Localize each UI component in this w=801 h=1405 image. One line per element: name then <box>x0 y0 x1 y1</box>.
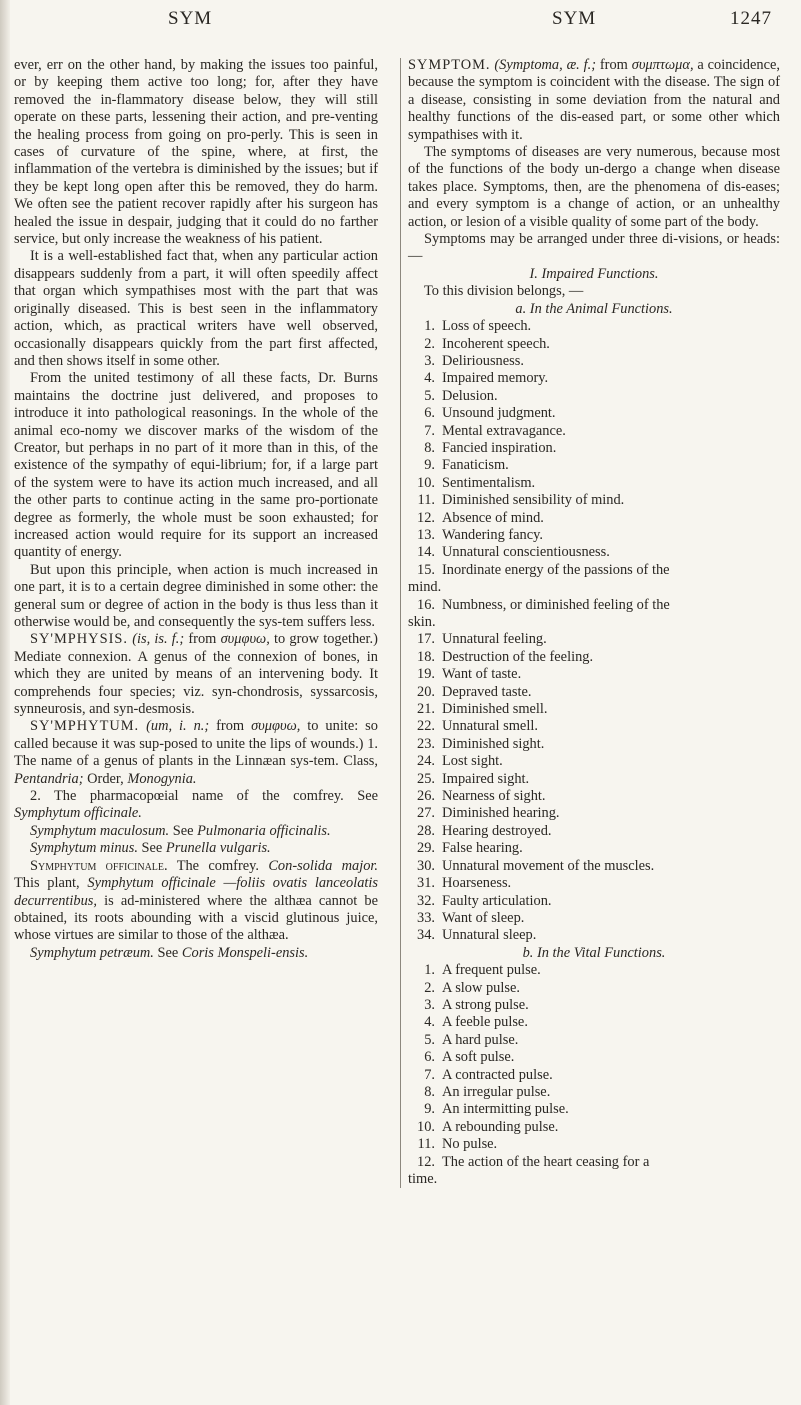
entry-headword: Symphytum maculosum. <box>30 822 170 839</box>
see-label: See <box>141 840 163 857</box>
item-text: Faulty articulation. <box>442 892 552 909</box>
item-text: An irregular pulse. <box>442 1083 551 1100</box>
item-text: False hearing. <box>442 840 523 857</box>
item-text: The action of the heart ceasing for a <box>442 1153 650 1170</box>
symptom-list-item <box>408 370 780 387</box>
item-text: Diminished sight. <box>442 735 545 752</box>
see-label: See <box>172 822 194 839</box>
item-text: Absence of mind. <box>442 509 544 526</box>
item-text: Unsound judgment. <box>442 405 556 422</box>
entry-body: is ad-ministered where the althæa cannot be obtained, its roots abounding with a viscid glutinous juice, whose virtues are similar to those of the althæa. <box>14 892 378 944</box>
item-text-continuation: time. <box>408 1171 438 1187</box>
running-head-left: SYM <box>168 8 213 29</box>
paragraph: It is a well-established fact that, when any particular action disappears suddenly from a part, it will often speedily affect that organ which sympathises most with the part that was originally diseased. This is best seen in the inflammatory action, which, as practical writers have well observed, occasionally disappears quickly from the part first affected, and then shows itself in some other. <box>14 248 378 369</box>
symptom-list-item <box>408 440 780 457</box>
paragraph: ever, err on the other hand, by making the issues too painful, or by keeping them active too long; for, after they have removed the in-flammatory disease below, they will still operate on these parts, lessening their action, and pre-venting the healing process from going on pro-perly. This is seen in cases of curvature of the spine, where, at first, the inflammation of the vertebra is diminished by the issues; but if they be kept long open after this be removed, they do harm. We often see the patient recover rapidly after his surgeon has healed the issue in despair, judging that it could do no farther service, but only increase the weakness of his patient. <box>14 57 378 248</box>
running-head-right: SYM <box>552 8 597 29</box>
entry-symphytum-officinale <box>14 858 378 945</box>
symptom-list-item <box>408 701 780 718</box>
reference-target: Pulmonaria officinalis. <box>197 822 331 839</box>
item-text: Unnatural feeling. <box>442 631 547 648</box>
paragraph: From the united testimony of all these facts, Dr. Burns maintains the doctrine just delivered, and proposes to introduce it into pathological reasonings. In the whole of the animal eco-nomy we discover marks of the wisdom of the Creator, but perhaps in no part of it more than in this, of the existence of the sympathy of equi-librium; for, if a large part of the system were to have its action much increased, and all the other parts to continue acting in the same pro-portionate degree as formerly, the whole must be soon exhausted; for increased action would require for its support an increased quantity of energy. <box>14 370 378 561</box>
symptom-list-item <box>408 649 780 666</box>
item-text: Hoarseness. <box>442 875 512 892</box>
entry-body: The comfrey. <box>176 857 259 874</box>
item-text: Want of sleep. <box>442 909 525 926</box>
item-number: 20. <box>417 683 435 700</box>
item-text: Unnatural movement of the muscles. <box>442 857 655 874</box>
entry-symptom <box>408 57 780 144</box>
symptom-list-item <box>408 718 780 735</box>
item-number: 10. <box>417 1118 435 1135</box>
item-text: Wandering fancy. <box>442 526 543 543</box>
symptom-list-item <box>408 353 780 370</box>
item-text: Fanaticism. <box>442 457 509 474</box>
subsection-heading: b. In the Vital Functions. <box>522 944 666 961</box>
symptom-list-item <box>408 805 780 822</box>
symptom-list-item <box>408 753 780 770</box>
item-number: 14. <box>417 544 435 561</box>
item-number: 9. <box>424 457 435 474</box>
greek-etymon: συμπτωμα, <box>631 57 694 73</box>
item-number: 13. <box>417 526 435 543</box>
item-number: 30. <box>417 857 435 874</box>
botanical-description: Symphytum officinale —foliis ovatis lanceolatis decurrentibus, <box>14 875 378 909</box>
item-number: 9. <box>424 1101 435 1118</box>
entry-headword: SY'MPHYSIS. <box>30 631 128 648</box>
item-number: 5. <box>424 387 435 404</box>
item-text: A hard pulse. <box>442 1031 519 1048</box>
symptom-list-item <box>408 927 780 944</box>
entry-headword: Symphytum minus. <box>30 840 138 857</box>
symptom-list-item <box>408 457 780 474</box>
cross-reference <box>14 788 378 823</box>
item-number: 19. <box>417 666 435 683</box>
item-text-continuation: skin. <box>408 614 436 630</box>
entry-headword: Symphytum officinale. <box>30 857 168 874</box>
entry-from: from <box>216 718 245 735</box>
item-number: 29. <box>417 840 435 857</box>
item-number: 3. <box>424 352 435 369</box>
item-text: Lost sight. <box>442 753 503 770</box>
cross-reference <box>14 840 378 857</box>
item-number: 11. <box>417 1136 435 1153</box>
item-text: No pulse. <box>442 1136 498 1153</box>
item-text: Unnatural conscientiousness. <box>442 544 610 561</box>
item-number: 16. <box>417 596 435 613</box>
symptom-list-item <box>408 475 780 492</box>
symptom-list-item <box>408 423 780 440</box>
item-text: Nearness of sight. <box>442 788 546 805</box>
symptom-list-item <box>408 1154 780 1171</box>
symptom-list-item <box>408 1067 780 1084</box>
item-number: 12. <box>417 1153 435 1170</box>
synonym: Con-solida major. <box>268 857 379 874</box>
symptom-list-item <box>408 997 780 1014</box>
left-column <box>14 57 378 962</box>
entry-order: Monogynia. <box>127 770 197 787</box>
entry-body: This plant, <box>14 875 80 892</box>
symptom-list-item <box>408 858 780 875</box>
item-text: A slow pulse. <box>442 979 520 996</box>
entry-symphytum <box>14 718 378 788</box>
paragraph: Symptoms may be arranged under three di-visions, or heads: — <box>408 231 780 265</box>
symptom-list-item <box>408 1136 780 1153</box>
book-spine-shadow <box>0 0 10 1405</box>
greek-etymon: συμφυω, <box>220 631 270 648</box>
item-text: Want of taste. <box>442 666 522 683</box>
item-number: 7. <box>424 422 435 439</box>
item-number: 4. <box>424 370 435 387</box>
entry-grammar: (um, i. n.; <box>146 718 210 735</box>
entry-headword: Symphytum petræum. <box>30 944 154 961</box>
symptom-list-item <box>408 1119 780 1136</box>
reference-target: Symphytum officinale. <box>14 805 142 822</box>
item-text: A rebounding pulse. <box>442 1118 559 1135</box>
symptom-list-item <box>408 492 780 509</box>
symptom-list-item <box>408 684 780 701</box>
item-text: A frequent pulse. <box>442 962 541 979</box>
paragraph: The symptoms of diseases are very numerous, because most of the functions of the body un-dergo a change when disease takes place. Symptoms, then, are the phenomena of dis-eases; and every symptom is a change of action, or an unhealthy action, or lesion of a visible quality of some part of the body. <box>408 144 780 230</box>
entry-from: from <box>188 631 217 648</box>
item-number: 1. <box>424 318 435 335</box>
item-number: 6. <box>424 1049 435 1066</box>
item-number: 26. <box>417 788 435 805</box>
item-number: 4. <box>424 1014 435 1031</box>
item-number: 28. <box>417 822 435 839</box>
entry-body: to unite: so called because it was sup-posed to unite the lips of wounds.) 1. The name of a genus of plants in the Linnæan sys-tem. Class, <box>14 718 378 770</box>
item-text: Inordinate energy of the passions of the <box>442 561 670 578</box>
item-number: 5. <box>424 1031 435 1048</box>
item-text: Loss of speech. <box>442 318 532 335</box>
entry-order-label: Order, <box>87 770 124 787</box>
item-number: 15. <box>417 561 435 578</box>
item-number: 1. <box>424 962 435 979</box>
item-text: Diminished sensibility of mind. <box>442 492 625 509</box>
item-number: 32. <box>417 892 435 909</box>
symptom-list-item <box>408 544 780 561</box>
item-text: Incoherent speech. <box>442 335 550 352</box>
symptom-list-item <box>408 875 780 892</box>
item-text: Impaired sight. <box>442 770 530 787</box>
item-text: A soft pulse. <box>442 1049 515 1066</box>
item-number: 31. <box>417 875 435 892</box>
entry-body: to grow together.) Mediate connexion. A genus of the connexion of bones, in which they are united by means of an intervening body. It comprehends four species; viz. syn-chondrosis, syssarcosis, synneurosis, and syn-desmosis. <box>14 631 378 718</box>
item-number: 17. <box>417 631 435 648</box>
symptom-list-item <box>408 771 780 788</box>
symptom-list-item <box>408 788 780 805</box>
symptom-list-item <box>408 1101 780 1118</box>
item-number: 11. <box>417 492 435 509</box>
item-number: 3. <box>424 996 435 1013</box>
symptom-list-item <box>408 980 780 997</box>
symptom-list-item <box>408 962 780 979</box>
item-text: Impaired memory. <box>442 370 549 387</box>
item-number: 24. <box>417 753 435 770</box>
item-text: Numbness, or diminished feeling of the <box>442 596 670 613</box>
entry-body: a coincidence, because the symptom is coincident with the disease. The sign of a disease, consisting in some deviation from the natural and healthy functions of the dis-eased part, or some other which sympathises with it. <box>408 57 780 143</box>
item-text: Mental extravagance. <box>442 422 566 439</box>
vital-functions-list <box>408 962 780 1188</box>
page-number: 1247 <box>730 8 772 29</box>
item-number: 33. <box>417 909 435 926</box>
animal-functions-list <box>408 318 780 945</box>
item-text: Delusion. <box>442 387 498 404</box>
item-text: Sentimentalism. <box>442 474 536 491</box>
symptom-list-item <box>408 527 780 544</box>
entry-from: from <box>599 57 628 73</box>
section-heading: I. Impaired Functions. <box>529 265 659 282</box>
cross-reference <box>14 823 378 840</box>
item-text: Deliriousness. <box>442 352 524 369</box>
entry-grammar: (Symptoma, æ. f.; <box>494 57 597 73</box>
reference-target: Prunella vulgaris. <box>165 840 271 857</box>
item-number: 6. <box>424 405 435 422</box>
symptom-list-item <box>408 562 780 579</box>
symptom-list-item <box>408 736 780 753</box>
right-column <box>408 57 780 1188</box>
symptom-list-item <box>408 1084 780 1101</box>
symptom-list-item <box>408 666 780 683</box>
symptom-list-item <box>408 823 780 840</box>
item-number: 23. <box>417 735 435 752</box>
item-number: 2. <box>424 335 435 352</box>
symptom-list-item <box>408 405 780 422</box>
item-number: 34. <box>417 927 435 944</box>
symptom-list-item <box>408 893 780 910</box>
symptom-list-item <box>408 597 780 614</box>
symptom-list-item <box>408 1032 780 1049</box>
item-text: An intermitting pulse. <box>442 1101 569 1118</box>
subsection-heading: a. In the Animal Functions. <box>515 300 673 317</box>
column-divider <box>400 58 401 1188</box>
symptom-list-item <box>408 1049 780 1066</box>
symptom-list-item <box>408 1014 780 1031</box>
item-number: 8. <box>424 1083 435 1100</box>
paragraph: To this division belongs, — <box>424 283 584 300</box>
entry-headword: SYMPTOM. <box>408 57 491 73</box>
entry-body: 2. The pharmacopœial name of the comfrey. See <box>30 788 378 805</box>
item-number: 22. <box>417 718 435 735</box>
item-text: A strong pulse. <box>442 996 529 1013</box>
symptom-list-item <box>408 910 780 927</box>
symptom-list-item <box>408 336 780 353</box>
item-text: Diminished smell. <box>442 701 548 718</box>
entry-grammar: (is, is. f.; <box>132 631 185 648</box>
item-number: 25. <box>417 770 435 787</box>
item-number: 12. <box>417 509 435 526</box>
item-text: Fancied inspiration. <box>442 439 557 456</box>
item-text: Hearing destroyed. <box>442 822 552 839</box>
item-number: 8. <box>424 439 435 456</box>
symptom-list-item <box>408 318 780 335</box>
symptom-list-item <box>408 631 780 648</box>
item-number: 10. <box>417 474 435 491</box>
item-number: 21. <box>417 701 435 718</box>
item-text: A feeble pulse. <box>442 1014 528 1031</box>
cross-reference <box>14 945 378 962</box>
see-label: See <box>157 944 179 961</box>
item-number: 2. <box>424 979 435 996</box>
item-text: Unnatural sleep. <box>442 927 537 944</box>
greek-etymon: συμφυω, <box>251 718 301 735</box>
item-number: 7. <box>424 1066 435 1083</box>
paragraph: But upon this principle, when action is much increased in one part, it is to a certain degree diminished in some other: the general sum or degree of action in the body is thus less than it otherwise would be, and consequently the sys-tem suffers less. <box>14 561 378 630</box>
item-text-continuation: mind. <box>408 579 442 596</box>
entry-class: Pentandria; <box>14 770 84 787</box>
reference-target: Coris Monspeli-ensis. <box>181 944 309 961</box>
item-text: Diminished hearing. <box>442 805 560 822</box>
item-text: Destruction of the feeling. <box>442 648 594 665</box>
entry-headword: SY'MPHYTUM. <box>30 718 140 735</box>
symptom-list-item <box>408 388 780 405</box>
item-text: A contracted pulse. <box>442 1066 553 1083</box>
symptom-list-item <box>408 510 780 527</box>
item-number: 18. <box>417 648 435 665</box>
entry-symphysis <box>14 631 378 718</box>
item-text: Depraved taste. <box>442 683 532 700</box>
item-number: 27. <box>417 805 435 822</box>
item-text: Unnatural smell. <box>442 718 538 735</box>
symptom-list-item <box>408 840 780 857</box>
